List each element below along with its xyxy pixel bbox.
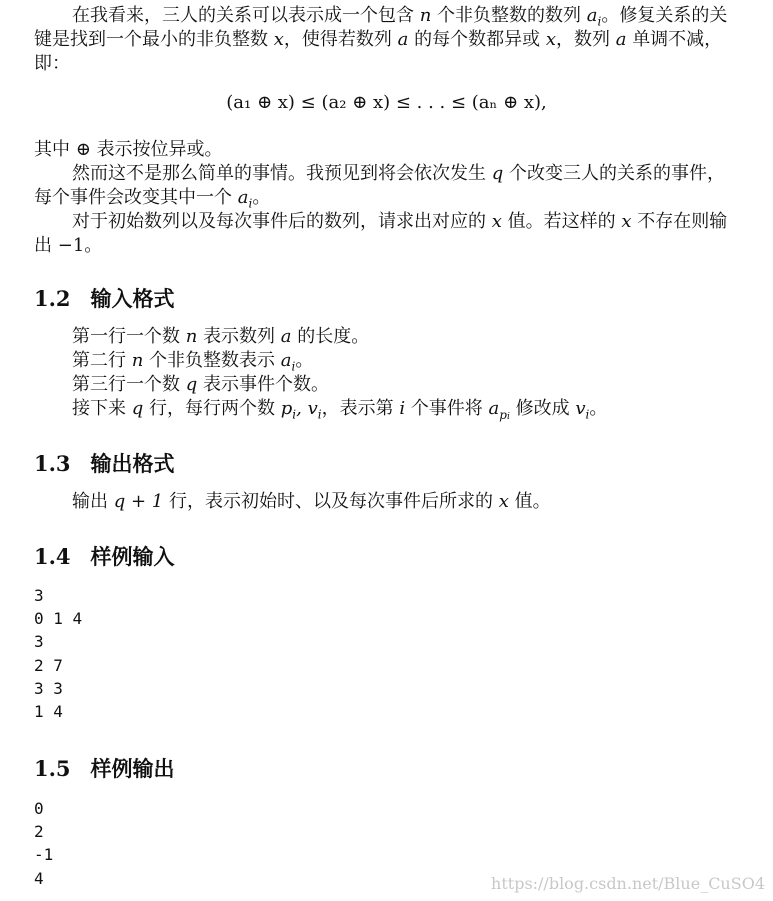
section-heading-sample-output: 1.5 样例输出 <box>34 756 175 781</box>
xor-note: 其中 ⊕ 表示按位异或。 <box>34 139 223 160</box>
math-a: a <box>397 29 409 50</box>
sample-output-block: 0 2 -1 4 <box>34 799 54 888</box>
math-x: x <box>491 211 502 232</box>
text: ，数列 <box>555 29 610 50</box>
input-line-3: 第三行一个数 q 表示事件个数。 <box>72 374 329 395</box>
math-x: x <box>273 29 284 50</box>
math-x: x <box>545 29 556 50</box>
section-heading-sample-input: 1.4 样例输入 <box>34 544 175 569</box>
text: 单调不减，即： <box>34 29 723 74</box>
output-line-1: 输出 q + 1 行，表示初始时、以及每次事件后所求的 x 值。 <box>72 491 551 512</box>
math-q: q <box>491 163 504 184</box>
task-paragraph: 对于初始数列以及每次事件后的数列，请求出对应的 x 值。若这样的 x 不存在则输出 −1。 <box>34 211 728 256</box>
math-a-i: $a_i$ <box>586 5 602 29</box>
section-heading-output-format: 1.3 输出格式 <box>34 451 175 476</box>
events-paragraph: 然而这不是那么简单的事情。我预见到将会依次发生 q 个改变三人的关系的事件，每个事件会改变其中一个 $a_i$。 <box>34 163 725 211</box>
math-neg-one: −1 <box>57 235 85 256</box>
input-line-1: 第一行一个数 n 表示数列 a 的长度。 <box>72 326 370 347</box>
input-line-2: 第二行 n 个非负整数表示 $a_i$。 <box>72 350 314 374</box>
text: 个非负整数的数列 <box>437 5 582 26</box>
math-x: x <box>621 211 632 232</box>
text: ，使得若数列 <box>283 29 392 50</box>
sample-input-block: 3 0 1 4 3 2 7 3 3 1 4 <box>34 586 83 722</box>
oplus-symbol: ⊕ <box>75 139 91 160</box>
math-a-i: $a_i$ <box>237 187 253 211</box>
math-n: n <box>419 5 432 26</box>
section-heading-input-format: 1.2 输入格式 <box>34 286 175 311</box>
monotone-formula: (a₁ ⊕ x) ≤ (a₂ ⊕ x) ≤ . . . ≤ (aₙ ⊕ x), <box>226 92 547 113</box>
intro-paragraph <box>34 4 734 76</box>
watermark: https://blog.csdn.net/Blue_CuSO4 <box>491 874 765 893</box>
input-line-4: 接下来 q 行，每行两个数 $p_i$, $v_i$，表示第 i 个事件将 $a_{pi}$ 修改成 $v_i$。 <box>72 398 608 422</box>
text: 。修复关系的关键是找到一个最小的非负整数 <box>34 5 728 50</box>
math-a: a <box>615 29 627 50</box>
text: 的每个数都异或 <box>414 29 541 50</box>
text: 在我看来，三人的关系可以表示成一个包含 <box>72 5 414 26</box>
